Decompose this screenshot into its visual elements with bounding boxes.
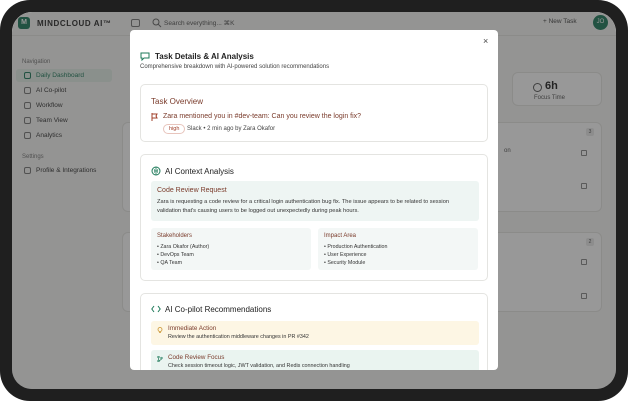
code-icon <box>151 305 161 313</box>
recommendations-card <box>140 293 488 370</box>
recommendation-body: Check session timeout logic, JWT validation, and Redis connection handling <box>168 363 350 369</box>
count-badge: 3 <box>586 128 594 136</box>
modal-title: Task Details & AI Analysis <box>155 52 254 61</box>
recommendation-body: Review the authentication middleware changes in PR #342 <box>168 334 309 340</box>
stakeholders-title: Stakeholders <box>157 233 193 239</box>
list-item: • Production Authentication <box>324 244 388 250</box>
task-details-modal <box>130 30 498 370</box>
message-icon <box>140 52 150 61</box>
list-item: • Zara Okafor (Author) <box>157 244 210 250</box>
avatar[interactable]: JO <box>593 15 608 30</box>
sidebar-item-label: Workflow <box>36 102 63 109</box>
list-item: • DevOps Team <box>157 252 194 258</box>
search-input[interactable]: Search everything... ⌘K <box>164 20 235 27</box>
overview-title: Task Overview <box>151 97 204 106</box>
impact-area-box <box>318 228 478 270</box>
count-badge: 2 <box>586 238 594 246</box>
flag-icon <box>151 113 158 121</box>
recommendations-title: AI Co-pilot Recommendations <box>165 305 272 314</box>
list-item: • QA Team <box>157 260 183 266</box>
stakeholders-box <box>151 228 311 270</box>
focus-time-label: Focus Time <box>534 95 566 101</box>
new-task-button[interactable]: + New Task <box>543 18 577 25</box>
impact-list <box>324 243 387 267</box>
close-icon[interactable]: × <box>483 36 489 46</box>
request-body: Zara is requesting a code review for a critical login authentication bug fix. The issue appears to be related to session validation that's causing users to be logged out unexpectedly during peak hours. <box>157 199 450 214</box>
request-title: Code Review Request <box>157 187 227 194</box>
recommendation-code-review-focus <box>151 350 479 370</box>
task-text-fragment: on <box>504 148 511 154</box>
ai-context-card <box>140 154 488 281</box>
lightbulb-icon <box>157 327 163 333</box>
sidebar-section-navigation: Navigation <box>22 59 51 65</box>
recommendation-title: Immediate Action <box>168 325 217 332</box>
modal-subtitle: Comprehensive breakdown with AI-powered solution recommendations <box>140 64 330 70</box>
recommendation-immediate-action <box>151 321 479 345</box>
sidebar-section-settings: Settings <box>22 154 44 160</box>
brand-name: MINDCLOUD AI™ <box>37 19 112 28</box>
sidebar-item-label: Profile & Integrations <box>36 167 97 174</box>
brain-icon <box>151 166 161 176</box>
impact-title: Impact Area <box>324 233 357 239</box>
app-screen <box>12 12 616 389</box>
task-overview-card <box>140 84 488 142</box>
priority-badge: high <box>163 124 185 134</box>
list-item: • Security Module <box>324 260 366 266</box>
sidebar-item-label: Daily Dashboard <box>36 72 85 79</box>
sidebar-item-label: AI Co-pilot <box>36 87 67 94</box>
sidebar-item-label: Analytics <box>36 132 63 139</box>
git-branch-icon <box>157 356 163 362</box>
context-title: AI Context Analysis <box>165 167 234 176</box>
logo-icon: M <box>18 17 30 29</box>
list-item: • User Experience <box>324 252 367 258</box>
task-meta: Slack • 2 min ago by Zara Okafor <box>187 126 276 132</box>
task-message: Zara mentioned you in #dev-team: Can you review the login fix? <box>163 113 362 120</box>
sidebar-item-label: Team View <box>36 117 68 124</box>
focus-time-value: 6h <box>545 80 558 92</box>
code-review-request-box <box>151 181 479 221</box>
stakeholders-list <box>157 243 209 267</box>
recommendation-title: Code Review Focus <box>168 354 225 361</box>
